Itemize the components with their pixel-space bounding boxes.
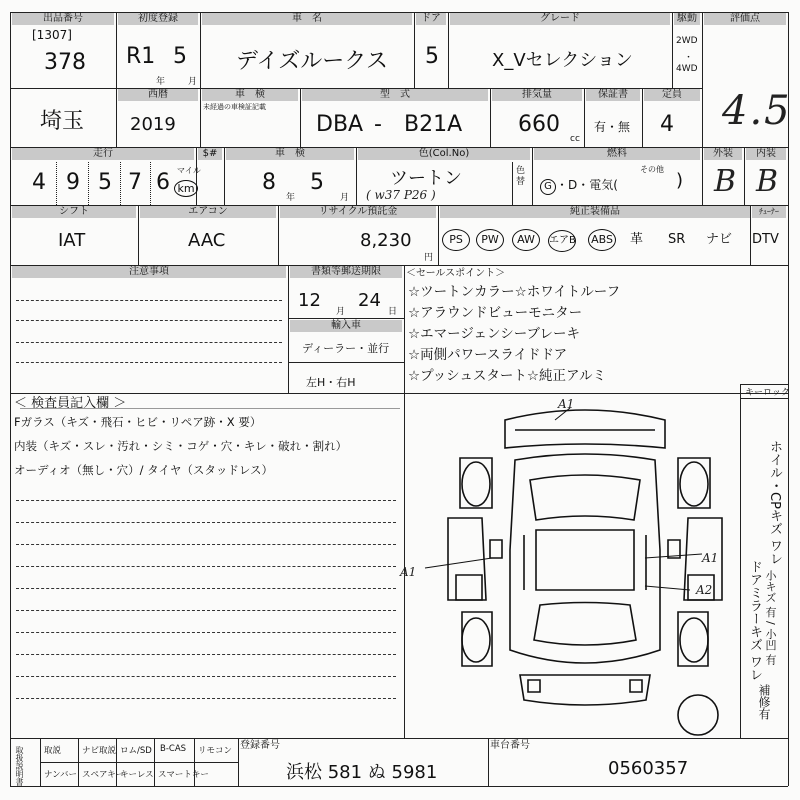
inspection-line — [16, 500, 396, 501]
header-warranty: 保証書 — [586, 89, 640, 101]
footer-label: スマートキー — [158, 770, 209, 780]
left-door-front — [448, 518, 486, 600]
first-reg-month: 5 — [173, 44, 187, 69]
header-notes: 注意事項 — [12, 266, 286, 278]
digit-sep — [120, 162, 121, 205]
header-color: 色(Col.No) — [358, 148, 530, 160]
right-front-wheel — [680, 462, 708, 506]
divider — [116, 12, 117, 88]
footer-label: 取説 — [44, 746, 62, 756]
divider — [702, 12, 703, 147]
header-grade: グレード — [450, 13, 670, 25]
month-unit: 月 — [188, 77, 198, 87]
footer-label: ナンバー — [44, 770, 77, 780]
row-divider — [740, 398, 788, 399]
equipment-item — [752, 228, 779, 247]
body-outline — [510, 454, 660, 663]
lot-number: 378 — [44, 50, 86, 75]
equipment-item — [476, 228, 504, 251]
left-door-rear — [456, 575, 482, 600]
deadline-day-unit: 日 — [388, 307, 398, 317]
drive-dot: ・ — [684, 53, 694, 63]
legend-line-1: ホイル・CPキズ ワレ — [767, 440, 782, 566]
inspection-line — [16, 654, 396, 655]
row-divider — [40, 762, 238, 763]
header-aircon: エアコン — [140, 206, 276, 218]
selling-point: ☆プッシュスタート☆純正アルミ — [408, 368, 606, 384]
header-displacement: 排気量 — [492, 89, 582, 101]
fuel-other-label: その他 — [640, 165, 664, 174]
windshield — [530, 475, 640, 520]
section-line — [20, 408, 400, 409]
inspection-month-unit: 月 — [340, 193, 350, 203]
mileage-digit: 5 — [98, 170, 112, 195]
region: 埼玉 — [40, 109, 85, 134]
divider — [512, 162, 513, 205]
divider — [490, 88, 491, 147]
inspection-line — [16, 544, 396, 545]
divider — [116, 738, 117, 786]
notes-line — [16, 320, 282, 321]
model-year: 2019 — [130, 114, 176, 135]
car-diagram — [400, 397, 750, 720]
damage-mark: A1 — [558, 397, 575, 411]
drive-4wd: 4WD — [676, 64, 698, 74]
equipment-label: 革 — [630, 232, 644, 247]
roof-panel — [505, 410, 665, 448]
model-dash: - — [374, 112, 382, 137]
inspection-year: 8 — [262, 170, 276, 195]
left-mirror — [490, 540, 502, 558]
header-reg-no: 登録番号 — [240, 740, 280, 751]
selling-point: ☆エマージェンシーブレーキ — [408, 326, 581, 342]
divider — [750, 205, 751, 265]
selling-point: ☆ツートンカラー☆ホワイトルーフ — [408, 284, 621, 300]
recycle-unit: 円 — [424, 253, 434, 263]
header-lot: 出品番号 — [12, 13, 114, 25]
mileage-digit: 4 — [32, 170, 46, 195]
notes-line — [16, 300, 282, 301]
equipment-item — [706, 228, 732, 247]
registration-number: 浜松 581 ぬ 5981 — [286, 762, 438, 783]
displacement-value: 660 — [518, 112, 560, 137]
tail-lamps — [528, 680, 642, 692]
inspection-interior: 内装（キズ・スレ・汚れ・シミ・コゲ・穴・キレ・破れ・割れ） — [14, 439, 348, 453]
right-rear-wheel — [680, 618, 708, 662]
exterior-grade: B — [714, 164, 737, 199]
displacement-unit: cc — [570, 134, 580, 144]
import-dealer: ディーラー・並行 — [302, 342, 390, 355]
header-chassis: 車台番号 — [490, 740, 530, 751]
inspection-line — [16, 610, 396, 611]
header-sa: $# — [198, 148, 222, 160]
car-grade: X_Vセレクション — [492, 50, 633, 71]
fuel-gasoline-circle: G — [540, 179, 556, 195]
equipment-item — [548, 228, 576, 252]
divider — [288, 265, 289, 393]
inspector-heading: ＜ 検査員記入欄 ＞ — [14, 396, 127, 411]
inspection-line — [16, 698, 396, 699]
drive-2wd: 2WD — [676, 36, 698, 46]
fuel-options — [540, 176, 618, 195]
footer-label: リモコン — [198, 746, 233, 756]
divider — [200, 12, 201, 88]
color-name: ツートン — [390, 168, 462, 189]
equipment-item — [630, 228, 643, 247]
leader-line — [425, 558, 492, 568]
equipment-label: AW — [512, 229, 540, 251]
header-doors: ドア — [416, 13, 446, 25]
equipment-label: ABS — [588, 229, 616, 251]
header-tuner: ﾁｭｰﾅｰ — [752, 206, 786, 218]
divider — [224, 147, 225, 205]
leader-line — [645, 586, 690, 590]
spare-tire — [678, 695, 718, 735]
divider — [532, 147, 533, 205]
fuel-close: ) — [676, 170, 684, 191]
header-selling: ＜セールスポイント＞ — [406, 268, 506, 279]
inspection-line — [16, 566, 396, 567]
header-inspection-date: 車 検 — [226, 148, 354, 160]
shift: IAT — [58, 230, 86, 251]
header-score: 評価点 — [704, 13, 786, 25]
color-code: ( w37 P26 ) — [366, 188, 436, 202]
header-interior: 内装 — [746, 148, 786, 160]
divider — [448, 12, 449, 88]
damage-mark: A2 — [696, 583, 713, 597]
row-divider — [288, 362, 404, 363]
deadline-month: 12 — [298, 290, 321, 311]
footer-label: キーレス — [120, 770, 154, 780]
rear-window — [534, 603, 636, 646]
divider — [278, 205, 279, 265]
mileage-digit: 9 — [66, 170, 80, 195]
header-year: 西暦 — [118, 89, 198, 101]
divider — [138, 205, 139, 265]
divider — [584, 88, 585, 147]
divider — [356, 147, 357, 205]
vehicle-inspection-sub: 未経過の車検証記載 — [203, 103, 266, 111]
left-rear-wheel — [462, 618, 490, 662]
deadline-month-unit: 月 — [336, 307, 346, 317]
footer-left-label: 取扱説明書 — [15, 746, 24, 786]
model-code: B21A — [404, 112, 463, 137]
footer-label: ロム/SD — [120, 746, 152, 756]
first-reg-era: R1 — [126, 44, 156, 69]
header-vehicle-inspection: 車 検 — [202, 89, 298, 101]
divider — [194, 738, 195, 786]
import-steering: 左H・右H — [306, 376, 356, 389]
inspection-line — [16, 632, 396, 633]
left-fender-rear — [462, 612, 492, 666]
capacity: 4 — [660, 112, 674, 137]
frame-bottom — [10, 786, 788, 787]
divider — [116, 88, 117, 147]
header-capacity: 定員 — [644, 89, 700, 101]
divider — [414, 12, 415, 88]
selling-point: ☆アラウンドビューモニター — [408, 305, 583, 321]
row-divider — [10, 393, 788, 394]
inspection-glass: Fガラス（キズ・飛石・ヒビ・リペア跡・X 要） — [14, 415, 262, 429]
right-fender-rear — [678, 612, 708, 666]
divider — [744, 147, 745, 205]
divider — [200, 88, 201, 147]
divider — [702, 147, 703, 205]
divider — [154, 738, 155, 786]
header-drive: 駆動 — [674, 13, 700, 25]
header-equipment: 純正装備品 — [440, 206, 750, 218]
footer-label: ナビ取説 — [82, 746, 117, 756]
equipment-item — [442, 228, 470, 251]
footer-label: スペアキー — [82, 770, 125, 780]
aircon: AAC — [188, 230, 226, 251]
notes-line — [16, 342, 282, 343]
row-divider — [288, 318, 404, 319]
divider — [672, 12, 673, 88]
legend-line-3: 小キズ 有 / 小凹 有 — [764, 570, 777, 665]
frame-left — [10, 12, 11, 786]
divider — [238, 738, 239, 786]
divider — [300, 88, 301, 147]
inspection-year-unit: 年 — [286, 193, 296, 203]
digit-sep — [150, 162, 151, 205]
interior-grade: B — [756, 164, 779, 199]
divider — [488, 738, 489, 786]
score-value: 4.5 — [722, 88, 792, 134]
pillar-lines — [524, 535, 646, 590]
color-change-label: 色替 — [516, 166, 526, 187]
right-fender-front — [678, 458, 710, 508]
equipment-item — [588, 228, 616, 251]
legend-line-4: 補修有 — [757, 684, 771, 720]
header-model-name: 車 名 — [202, 13, 412, 25]
header-deadline: 書類等郵送期限 — [290, 266, 402, 278]
equipment-item — [668, 228, 685, 247]
year-unit: 年 — [156, 77, 166, 87]
header-recycle: リサイクル預託金 — [280, 206, 436, 218]
keylock-label: キーロック — [745, 388, 790, 398]
digit-sep — [56, 162, 57, 205]
mileage-unit-mile: マイル — [177, 166, 201, 175]
header-fuel: 燃料 — [534, 148, 700, 160]
left-fender-front — [460, 458, 492, 508]
divider — [642, 88, 643, 147]
damage-mark: A1 — [702, 551, 719, 565]
warranty: 有・無 — [594, 120, 631, 134]
selling-point: ☆両側パワースライドドア — [408, 347, 568, 363]
equipment-label: ナビ — [706, 232, 733, 247]
inspection-audio: オーディオ（無し・穴）/ タイヤ（スタッドレス） — [14, 463, 274, 477]
recycle-amount: 8,230 — [360, 230, 412, 251]
left-front-wheel — [462, 462, 490, 506]
deadline-day: 24 — [358, 290, 381, 311]
divider — [404, 265, 405, 393]
model-prefix: DBA — [316, 112, 364, 137]
fuel-rest: ・D・電気( — [556, 178, 618, 192]
mileage-unit-km — [174, 177, 198, 197]
divider — [78, 738, 79, 786]
inspection-line — [16, 588, 396, 589]
mileage-digit: 6 — [156, 170, 170, 195]
footer-label: B-CAS — [160, 744, 187, 754]
roof-top — [536, 530, 634, 590]
equipment-label: PW — [476, 229, 504, 251]
header-shift: シフト — [12, 206, 136, 218]
car-name: デイズルークス — [236, 49, 389, 74]
digit-sep — [88, 162, 89, 205]
legend-line-2: ドアミラーキズ ワレ — [747, 560, 762, 682]
header-first-reg: 初度登録 — [118, 13, 198, 25]
equipment-label: DTV — [752, 232, 779, 247]
inspection-month: 5 — [310, 170, 324, 195]
lot-code: [1307] — [32, 28, 72, 42]
header-model: 型 式 — [302, 89, 488, 101]
equipment-label: PS — [442, 229, 470, 251]
damage-mark: A1 — [400, 565, 417, 579]
header-mileage: 走行 — [12, 148, 194, 160]
header-exterior: 外装 — [704, 148, 742, 160]
equipment-item — [512, 228, 540, 251]
equipment-label: エアB — [548, 230, 576, 252]
chassis-number: 0560357 — [608, 758, 689, 779]
inspection-line — [16, 676, 396, 677]
notes-line — [16, 362, 282, 363]
equipment-label: SR — [668, 232, 686, 247]
mileage-digit: 7 — [128, 170, 142, 195]
car-doors: 5 — [425, 44, 439, 69]
divider — [438, 205, 439, 265]
km-circle: km — [174, 180, 198, 197]
inspection-line — [16, 522, 396, 523]
row-divider — [10, 738, 788, 739]
header-import: 輸入車 — [290, 320, 402, 332]
